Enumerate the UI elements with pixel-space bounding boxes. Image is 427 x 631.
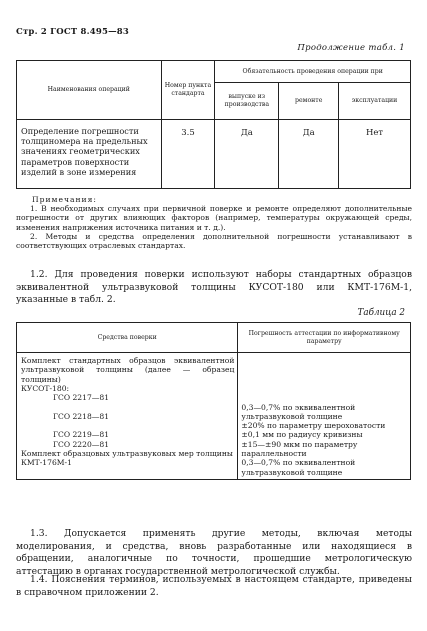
note-2: 2. Методы и средства определения дополнительной погрешности устанавливают в соответствующих отраслевых стандартах. — [16, 231, 412, 251]
col-header-error: Погрешность аттестации по информативному параметру — [238, 323, 411, 353]
kit-title: Комплект стандартных образцов эквивалентной ультразвуковой толщины (далее — образец толщины) — [21, 356, 235, 384]
col-header-operations: Наименования операций — [17, 61, 162, 120]
kusot-label: КУСОТ-180: — [21, 383, 70, 393]
table-row — [17, 120, 411, 189]
kmt-kit: Комплект образцовых ультразвуковых мер толщины КМТ-176М-1 — [21, 448, 233, 468]
value-operation: Нет — [339, 120, 411, 189]
gso-2217: ГСО 2217—81 — [53, 393, 110, 403]
paragraph-1-4: 1.4. Пояснения терминов, используемых в настоящем стандарте, приведены в справочном приложении 2. — [16, 574, 412, 598]
table-continuation-label: Продолжение табл. 1 — [297, 43, 405, 53]
table-2-label: Таблица 2 — [357, 308, 405, 318]
table-2 — [16, 322, 411, 480]
value-repair: Да — [279, 120, 339, 189]
col-header-release: выпуске из производства — [215, 83, 279, 120]
table-1 — [16, 60, 411, 189]
means-cell — [17, 353, 238, 480]
gso-2218: ГСО 2218—81 — [53, 411, 110, 421]
col-header-means: Средства поверки — [17, 323, 238, 353]
notes-block — [16, 195, 412, 250]
gso-2220: ГСО 2220—81 — [53, 439, 110, 449]
value-release: Да — [215, 120, 279, 189]
col-header-operation: эксплуатации — [339, 83, 411, 120]
error-r2: ±20% по параметру шероховатости — [241, 421, 386, 431]
error-cell — [238, 353, 411, 480]
gso-2219: ГСО 2219—81 — [53, 430, 110, 440]
paragraph-1-3: 1.3. Допускается применять другие методы, включая методы моделирования, и средства, вновь разработанные или находящиеся в обращении, аналогичные по точности, прошедшие метрологическую аттестацию в органах государственной метрологической службы. — [16, 528, 412, 577]
table-row — [17, 353, 411, 480]
col-header-obligation: Обязательность проведения операции при — [215, 61, 411, 83]
paragraph-1-2: 1.2. Для проведения поверки используют наборы стандартных образцов эквивалентной ультразвуковой толщины КУСОТ-180 или КМТ-176М-1, указанные в табл. 2. — [16, 269, 412, 305]
col-header-repair: ремонте — [279, 83, 339, 120]
page-header: Стр. 2 ГОСТ 8.495—83 — [16, 27, 130, 37]
error-r5: 0,3—0,7% по эквивалентной ультразвуковой толщине — [241, 458, 356, 477]
notes-title: Примечания: — [32, 195, 97, 204]
error-r1: 0,3—0,7% по эквивалентной ультразвуковой толщине — [241, 402, 356, 421]
operation-name: Определение погрешности толщиномера на предельных значениях геометрических параметров поверхности изделий в зоне измерения — [17, 120, 162, 189]
note-1: 1. В необходимых случаях при первичной поверке и ремонте определяют дополнительные погрешности от других влияющих факторов (например, температуры окружающей среды, изменения напряжения источника питания и т. д.). — [16, 204, 412, 232]
error-r3: ±0,1 мм по радиусу кривизны — [241, 430, 363, 440]
error-r4: ±15—±90 мкм по параметру параллельности — [241, 439, 358, 458]
col-header-number: Номер пункта стандарта — [161, 61, 215, 120]
clause-number: 3.5 — [161, 120, 215, 189]
